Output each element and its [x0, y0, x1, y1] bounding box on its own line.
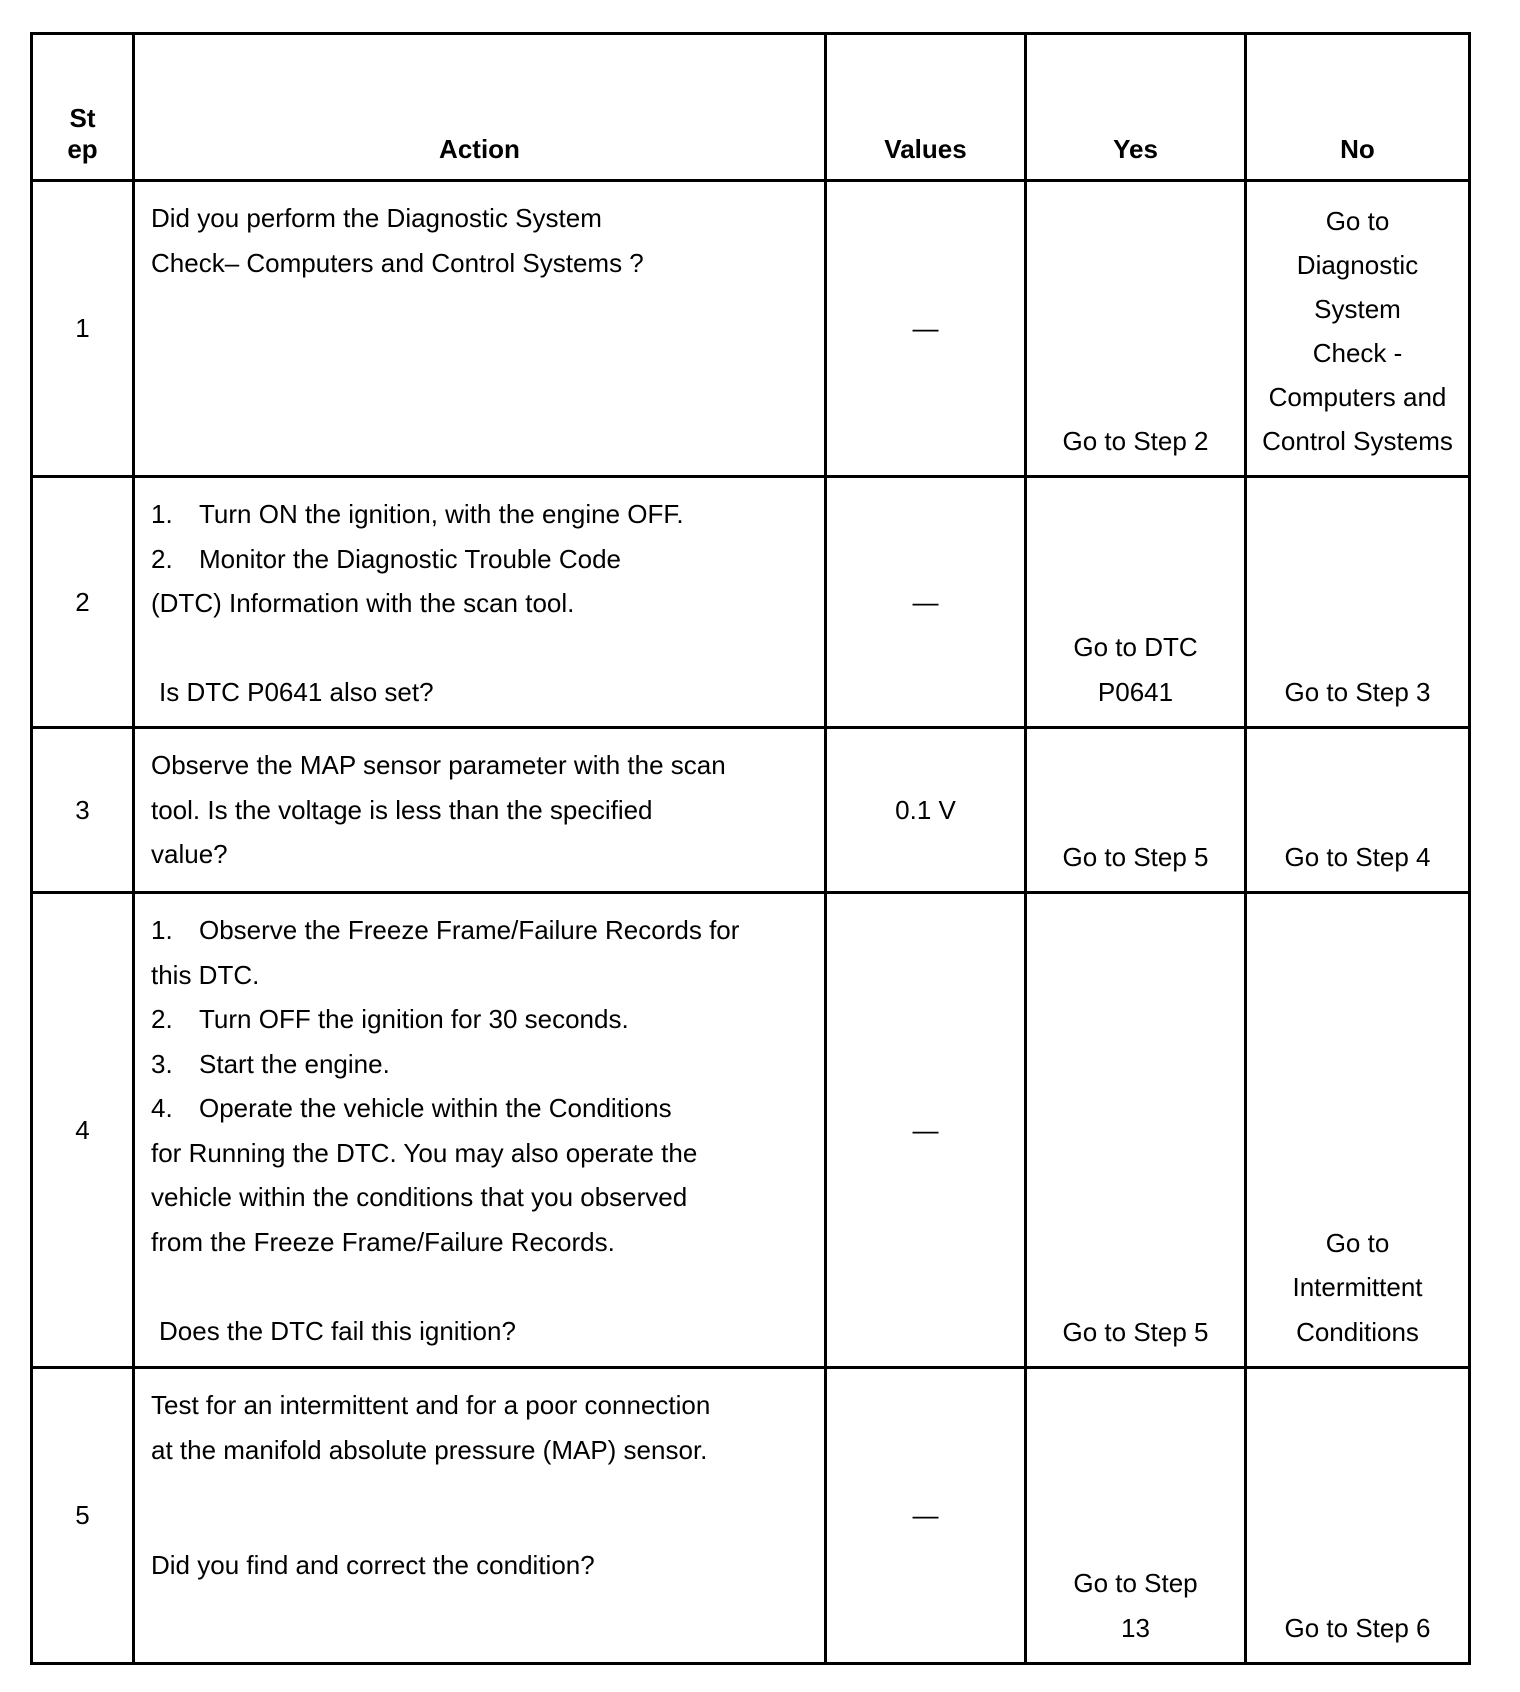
table-row — [32, 728, 1470, 893]
header-values: Values — [826, 34, 1026, 181]
step-number: 4 — [32, 893, 134, 1368]
value-cell: — — [826, 477, 1026, 728]
action-cell: Observe the MAP sensor parameter with the scan tool. Is the voltage is less than the specified value? — [134, 728, 826, 893]
table-row — [32, 181, 1470, 477]
no-cell: Go to Step 3 — [1246, 477, 1470, 728]
yes-cell: Go to Step 2 — [1026, 181, 1246, 477]
step-number: 5 — [32, 1368, 134, 1664]
no-cell: Go to Step 6 — [1246, 1368, 1470, 1664]
action-cell: 1. Turn ON the ignition, with the engine OFF. 2. Monitor the Diagnostic Trouble Code (DTC) Information with the scan tool. Is DTC P0641 also set? — [134, 477, 826, 728]
no-cell: Go to Step 4 — [1246, 728, 1470, 893]
diagnostic-table — [30, 32, 1471, 1665]
value-cell: — — [826, 893, 1026, 1368]
table-row — [32, 893, 1470, 1368]
header-action: Action — [134, 34, 826, 181]
table-row — [32, 1368, 1470, 1664]
header-step: St ep — [32, 34, 134, 181]
yes-cell: Go to Step 5 — [1026, 893, 1246, 1368]
yes-cell: Go to Step 13 — [1026, 1368, 1246, 1664]
header-row — [32, 34, 1470, 181]
yes-cell: Go to Step 5 — [1026, 728, 1246, 893]
step-number: 2 — [32, 477, 134, 728]
header-no: No — [1246, 34, 1470, 181]
value-cell: 0.1 V — [826, 728, 1026, 893]
table-row — [32, 477, 1470, 728]
step-number: 3 — [32, 728, 134, 893]
value-cell: — — [826, 181, 1026, 477]
yes-cell: Go to DTC P0641 — [1026, 477, 1246, 728]
step-number: 1 — [32, 181, 134, 477]
action-cell: 1. Observe the Freeze Frame/Failure Records for this DTC. 2. Turn OFF the ignition for 30 seconds. 3. Start the engine. 4. Operate the vehicle within the Conditions for Running the DTC. You may also operate the vehicle within the conditions that you observed from the Freeze Frame/Failure Records. Does the DTC fail this ignition? — [134, 893, 826, 1368]
value-cell: — — [826, 1368, 1026, 1664]
action-cell: Test for an intermittent and for a poor connection at the manifold absolute pressure (MAP) sensor. Did you find and correct the condition? — [134, 1368, 826, 1664]
no-cell: Go to Intermittent Conditions — [1246, 893, 1470, 1368]
no-cell: Go to Diagnostic System Check - Computers and Control Systems — [1246, 181, 1470, 477]
header-yes: Yes — [1026, 34, 1246, 181]
action-cell: Did you perform the Diagnostic System Check– Computers and Control Systems ? — [134, 181, 826, 477]
